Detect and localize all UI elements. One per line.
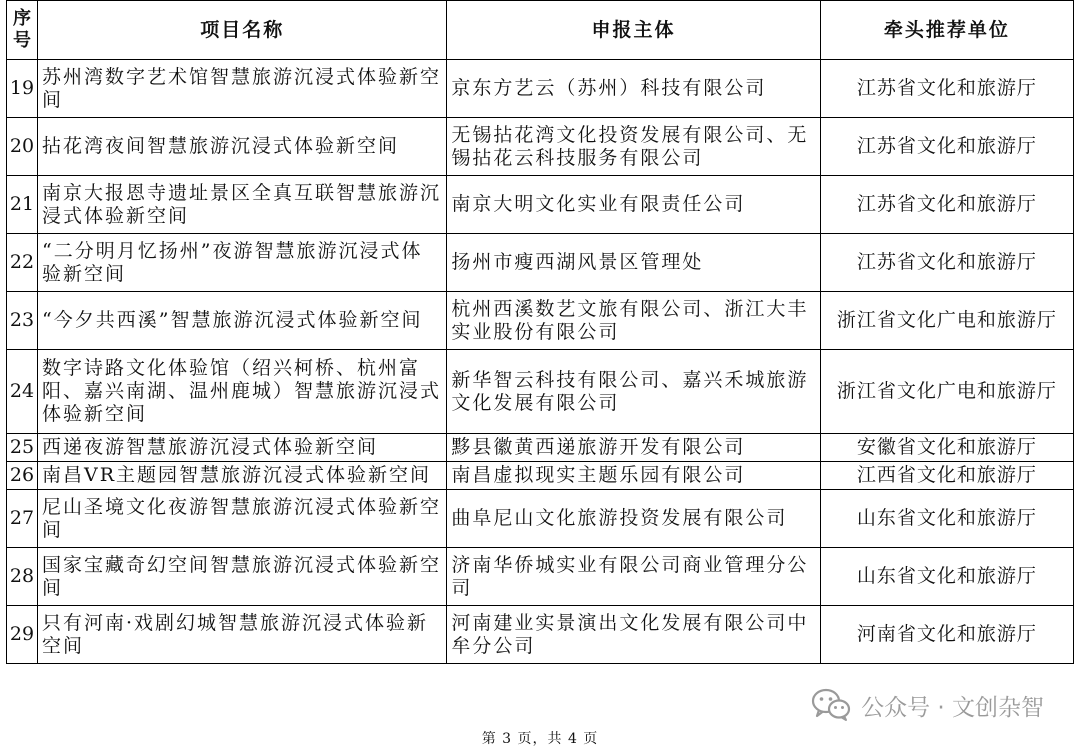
table-row xyxy=(7,548,1074,606)
table-header-row xyxy=(7,1,1074,60)
table-row xyxy=(7,490,1074,548)
recommending-unit: 安徽省文化和旅游厅 xyxy=(820,434,1073,462)
applicant: 扬州市瘦西湖风景区管理处 xyxy=(447,234,820,292)
wechat-icon xyxy=(811,688,851,722)
recommending-unit: 河南省文化和旅游厅 xyxy=(820,606,1073,664)
applicant: 南京大明文化实业有限责任公司 xyxy=(447,176,820,234)
recommending-unit: 浙江省文化广电和旅游厅 xyxy=(820,350,1073,434)
table-row xyxy=(7,434,1074,462)
applicant: 黟县徽黄西递旅游开发有限公司 xyxy=(447,434,820,462)
recommending-unit: 江西省文化和旅游厅 xyxy=(820,462,1073,490)
project-name: 国家宝藏奇幻空间智慧旅游沉浸式体验新空间 xyxy=(38,548,447,606)
project-name: 拈花湾夜间智慧旅游沉浸式体验新空间 xyxy=(38,118,447,176)
recommending-unit: 山东省文化和旅游厅 xyxy=(820,548,1073,606)
project-name: “今夕共西溪”智慧旅游沉浸式体验新空间 xyxy=(38,292,447,350)
row-number: 28 xyxy=(7,548,38,606)
table-row xyxy=(7,234,1074,292)
row-number: 22 xyxy=(7,234,38,292)
row-number: 24 xyxy=(7,350,38,434)
watermark xyxy=(811,688,1044,722)
table-row xyxy=(7,606,1074,664)
project-name: 西递夜游智慧旅游沉浸式体验新空间 xyxy=(38,434,447,462)
project-name: “二分明月忆扬州”夜游智慧旅游沉浸式体验新空间 xyxy=(38,234,447,292)
applicant: 曲阜尼山文化旅游投资发展有限公司 xyxy=(447,490,820,548)
applicant: 杭州西溪数艺文旅有限公司、浙江大丰实业股份有限公司 xyxy=(447,292,820,350)
recommending-unit: 山东省文化和旅游厅 xyxy=(820,490,1073,548)
project-name: 南京大报恩寺遗址景区全真互联智慧旅游沉浸式体验新空间 xyxy=(38,176,447,234)
applicant: 京东方艺云（苏州）科技有限公司 xyxy=(447,60,820,118)
row-number: 27 xyxy=(7,490,38,548)
table-row xyxy=(7,292,1074,350)
row-number: 20 xyxy=(7,118,38,176)
header-no: 序 号 xyxy=(7,1,38,60)
page-footer: 第 3 页，共 4 页 xyxy=(481,731,599,747)
row-number: 26 xyxy=(7,462,38,490)
recommending-unit: 江苏省文化和旅游厅 xyxy=(820,234,1073,292)
project-name: 只有河南·戏剧幻城智慧旅游沉浸式体验新空间 xyxy=(38,606,447,664)
table-row xyxy=(7,60,1074,118)
recommending-unit: 江苏省文化和旅游厅 xyxy=(820,118,1073,176)
row-number: 23 xyxy=(7,292,38,350)
recommending-unit: 江苏省文化和旅游厅 xyxy=(820,176,1073,234)
applicant: 河南建业实景演出文化发展有限公司中牟分公司 xyxy=(447,606,820,664)
applicant: 南昌虚拟现实主题乐园有限公司 xyxy=(447,462,820,490)
applicant: 无锡拈花湾文化投资发展有限公司、无锡拈花云科技服务有限公司 xyxy=(447,118,820,176)
project-name: 数字诗路文化体验馆（绍兴柯桥、杭州富阳、嘉兴南湖、温州鹿城）智慧旅游沉浸式体验新空间 xyxy=(38,350,447,434)
header-recommending-unit: 牵头推荐单位 xyxy=(820,1,1073,60)
table-row xyxy=(7,462,1074,490)
table-row xyxy=(7,350,1074,434)
recommending-unit: 江苏省文化和旅游厅 xyxy=(820,60,1073,118)
project-name: 尼山圣境文化夜游智慧旅游沉浸式体验新空间 xyxy=(38,490,447,548)
row-number: 29 xyxy=(7,606,38,664)
recommending-unit: 浙江省文化广电和旅游厅 xyxy=(820,292,1073,350)
row-number: 21 xyxy=(7,176,38,234)
table-row xyxy=(7,118,1074,176)
header-applicant: 申报主体 xyxy=(447,1,820,60)
row-number: 25 xyxy=(7,434,38,462)
project-name: 苏州湾数字艺术馆智慧旅游沉浸式体验新空间 xyxy=(38,60,447,118)
table-row xyxy=(7,176,1074,234)
project-table xyxy=(6,0,1074,664)
applicant: 新华智云科技有限公司、嘉兴禾城旅游文化发展有限公司 xyxy=(447,350,820,434)
applicant: 济南华侨城实业有限公司商业管理分公司 xyxy=(447,548,820,606)
header-project-name: 项目名称 xyxy=(38,1,447,60)
watermark-text: 公众号 · 文创杂智 xyxy=(861,694,1044,721)
row-number: 19 xyxy=(7,60,38,118)
project-name: 南昌VR主题园智慧旅游沉浸式体验新空间 xyxy=(38,462,447,490)
